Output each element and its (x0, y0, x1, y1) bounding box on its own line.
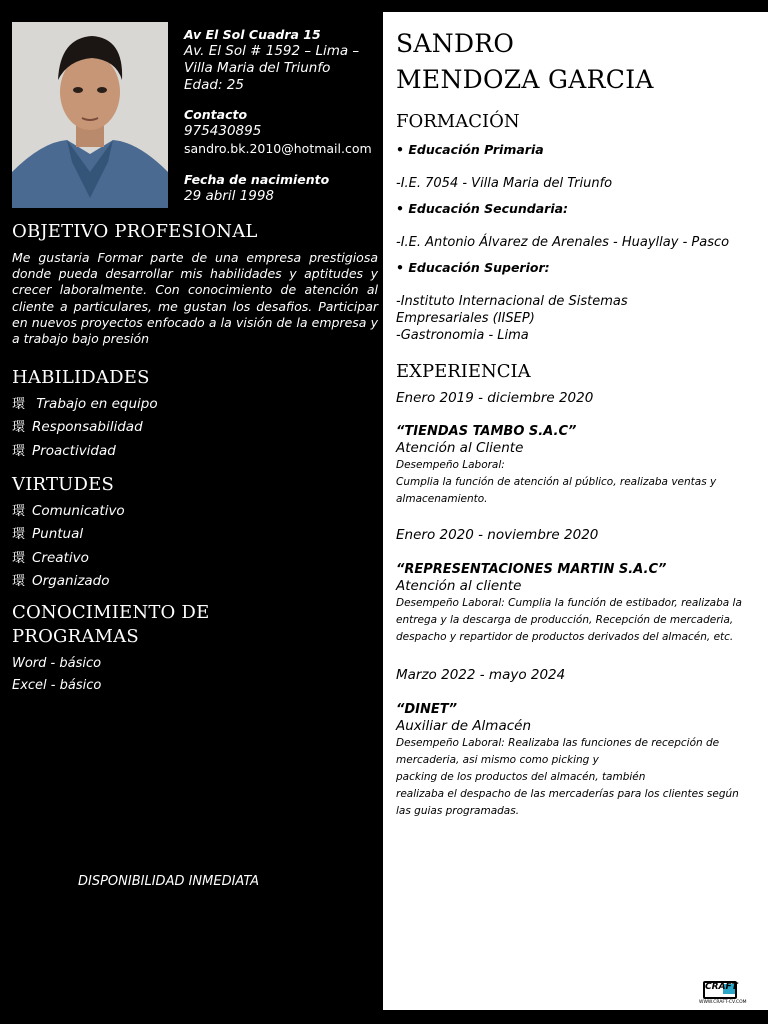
list-item: 環 Organizado (12, 570, 378, 593)
programs-title-line2: PROGRAMAS (12, 626, 139, 647)
job-desc-line: Desempeño Laboral: (396, 459, 505, 471)
bullet-icon: 環 (12, 527, 26, 543)
job-desc-line: Desempeño Laboral: Realizaba las funciones de recepción de (396, 737, 720, 749)
job-desc-line: despacho y repartidor de productos derivados del almacén, etc. (396, 631, 734, 643)
programs-title-line1: CONOCIMIENTO DE (12, 602, 210, 623)
education-title: FORMACIÓN (396, 111, 520, 132)
higher-line3: -Gastronomia - Lima (396, 328, 529, 343)
job-company: “TIENDAS TAMBO S.A.C” (396, 424, 577, 439)
bullet-icon: 環 (12, 397, 26, 412)
address-line2: Av. El Sol # 1592 – Lima – (184, 43, 360, 59)
bullet-icon: 環 (12, 443, 26, 459)
list-item: 環 Puntual (12, 523, 378, 546)
skills-title: HABILIDADES (12, 367, 150, 388)
availability: DISPONIBILIDAD INMEDIATA (78, 874, 260, 889)
job-entry (396, 389, 756, 508)
job-desc-line: almacenamiento. (396, 493, 488, 505)
job-dates: Enero 2020 - noviembre 2020 (396, 527, 599, 543)
experience-title: EXPERIENCIA (396, 361, 531, 382)
objective-text: Me gustaria Formar parte de una empresa prestigiosa donde pueda desarrollar mis habilidades y aptitudes y crecer laboralmente. Con conocimiento de atención al cliente a particulares, me gustan los desafios. Participar en nuevos proyectos enfocado a la visión de la empresa y a trabajo bajo presión (12, 250, 378, 347)
secondary-label: • Educación Secundaria: (396, 201, 569, 216)
higher-line1: -Instituto Internacional de Sistemas (396, 294, 628, 309)
email: sandro.bk.2010@hotmail.com (184, 141, 372, 156)
contact-label: Contacto (184, 107, 248, 122)
job-company: “DINET” (396, 702, 458, 717)
job-desc-line: entrega y la descarga de producción, Recepción de mercaderia, (396, 614, 734, 626)
job-desc-line: mercaderia, asi mismo como picking y (396, 754, 599, 766)
logo-text: CRAFT (705, 982, 738, 992)
experience-section (396, 360, 756, 820)
job-dates: Marzo 2022 - mayo 2024 (396, 667, 566, 683)
list-item: 環 Creativo (12, 547, 378, 570)
job-entry (396, 666, 756, 820)
job-entry (396, 526, 756, 646)
craft-logo (699, 978, 747, 1008)
list-item: Word - básico (12, 656, 102, 671)
job-role: Atención al cliente (396, 578, 522, 594)
objective-title: OBJETIVO PROFESIONAL (12, 221, 258, 242)
last-name: MENDOZA GARCIA (396, 65, 654, 94)
right-panel (383, 12, 768, 1010)
higher-label: • Educación Superior: (396, 260, 550, 275)
address-line3: Villa Maria del Triunfo (184, 60, 331, 76)
programs-section (12, 601, 378, 697)
job-desc-line: realizaba el despacho de las mercaderías para los clientes según (396, 788, 739, 800)
age: Edad: 25 (184, 77, 244, 93)
job-desc-line: las guias programadas. (396, 805, 520, 817)
address-line1: Av El Sol Cuadra 15 (184, 27, 321, 42)
logo-sub: WWW.CRAFT-CV.COM (699, 1000, 747, 1005)
education-section (396, 110, 756, 344)
primary-label: • Educación Primaria (396, 142, 544, 157)
job-role: Atención al Cliente (396, 440, 524, 456)
bullet-icon: 環 (12, 550, 26, 566)
job-desc-line: Cumplia la función de atención al público, realizaba ventas y (396, 476, 717, 488)
phone: 975430895 (184, 123, 262, 139)
primary-school: -I.E. 7054 - Villa Maria del Triunfo (396, 176, 613, 191)
job-company: “REPRESENTACIONES MARTIN S.A.C” (396, 562, 667, 577)
skills-section (12, 366, 378, 463)
list-item: 環 Proactividad (12, 440, 378, 463)
list-item: 環 Trabajo en equipo (12, 393, 378, 416)
profile-photo (12, 22, 168, 208)
list-item: 環 Comunicativo (12, 500, 378, 523)
list-item: 環 Responsabilidad (12, 416, 378, 439)
personal-info (184, 26, 380, 205)
bullet-icon: 環 (12, 573, 26, 589)
secondary-school: -I.E. Antonio Álvarez de Arenales - Huayllay - Pasco (396, 235, 730, 250)
virtues-title: VIRTUDES (12, 474, 115, 495)
objective-section (12, 220, 378, 347)
first-name: SANDRO (396, 29, 515, 58)
left-panel (0, 0, 382, 1024)
bullet-icon: 環 (12, 420, 26, 436)
full-name (396, 26, 654, 98)
job-role: Auxiliar de Almacén (396, 718, 532, 734)
job-desc-line: Desempeño Laboral: Cumplia la función de estibador, realizaba la (396, 597, 742, 609)
job-desc-line: packing de los productos del almacén, también (396, 771, 646, 783)
birth-date: 29 abril 1998 (184, 188, 275, 204)
virtues-section (12, 473, 378, 593)
job-dates: Enero 2019 - diciembre 2020 (396, 390, 594, 406)
higher-line2: Empresariales (IISEP) (396, 311, 535, 326)
birth-label: Fecha de nacimiento (184, 172, 330, 187)
bullet-icon: 環 (12, 504, 26, 519)
list-item: Excel - básico (12, 678, 102, 693)
